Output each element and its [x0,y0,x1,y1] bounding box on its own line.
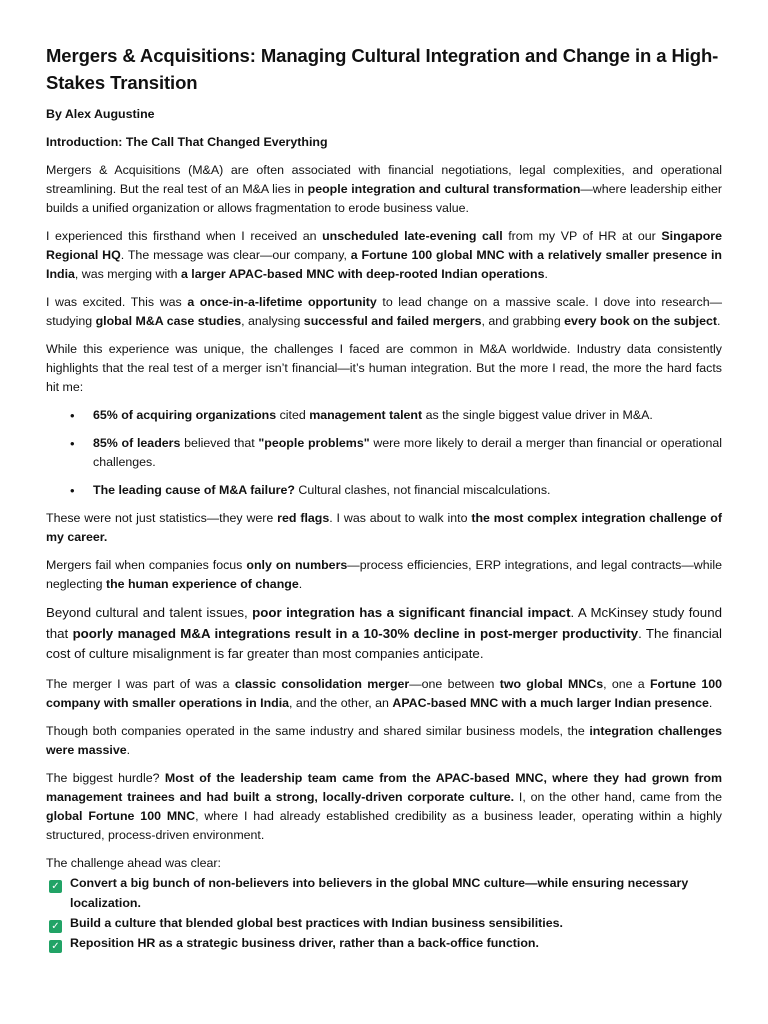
document-title: Mergers & Acquisitions: Managing Cultural Integration and Change in a High-Stakes Transition [46,45,719,93]
checklist-item: ✓ Build a culture that blended global best practices with Indian business sensibilities. [46,914,722,933]
checklist-item: ✓ Reposition HR as a strategic business driver, rather than a back-office function. [46,934,722,953]
list-item: • 65% of acquiring organizations cited management talent as the single biggest value driver in M&A. [93,406,722,425]
paragraph-6: Mergers fail when companies focus only on numbers—process efficiencies, ERP integrations, and legal contracts—while neglecting the human experience of change. [46,558,723,591]
list-item: • The leading cause of M&A failure? Cultural clashes, not financial miscalculations. [93,481,722,500]
check-mark-icon: ✓ [49,920,62,933]
author-byline: By Alex Augustine [46,107,155,121]
list-item: • 85% of leaders believed that "people problems" were more likely to derail a merger than financial or operational challenges. [93,434,722,472]
paragraph-9: Though both companies operated in the same industry and shared similar business models, the integration challenges were massive. [46,723,722,757]
paragraph-10: The biggest hurdle? Most of the leadership team came from the APAC-based MNC, where they had grown from management trainees and had built a strong, locally-driven corporate culture. I, on the other hand, came from the global Fortune 100 MNC, where I had already established credibility as a business leader, operating within a highly structured, process-driven environment. [46,770,722,842]
paragraph-1: Mergers & Acquisitions (M&A) are often associated with financial negotiations, legal complexities, and operational streamlining. But the real test of an M&A lies in people integration and cultural transformation—where leadership either builds a unified organization or allows fragmentation to erode business value. [46,163,722,215]
paragraph-5: These were not just statistics—they were red flags. I was about to walk into the most complex integration challenge of my career. [46,511,722,544]
paragraph-4: While this experience was unique, the challenges I faced are common in M&A worldwide. Industry data consistently highlights that the real test of a merger isn’t financial—it’s human integration. But the more I read, the more the hard facts hit me: [46,342,722,394]
document-page [46,42,722,954]
paragraph-2: I experienced this firsthand when I received an unscheduled late-evening call from my VP of HR at our Singapore Regional HQ. The message was clear—our company, a Fortune 100 global MNC with a relatively smaller presence in India, was merging with a larger APAC-based MNC with deep-rooted Indian operations. [46,229,722,281]
paragraph-8: The merger I was part of was a classic consolidation merger—one between two global MNCs, one a Fortune 100 company with smaller operations in India, and the other, an APAC-based MNC with a much larger Indian presence. [46,676,723,710]
section-heading: Introduction: The Call That Changed Everything [46,135,328,149]
check-mark-icon: ✓ [49,940,62,953]
paragraph-3: I was excited. This was a once-in-a-lifetime opportunity to lead change on a massive scale. I dove into research—studying global M&A case studies, analysing successful and failed mergers, and grabbing every book on the subject. [46,295,722,328]
check-mark-icon: ✓ [49,880,62,893]
facts-list [46,406,722,500]
challenge-intro: The challenge ahead was clear: [46,855,221,870]
paragraph-7: Beyond cultural and talent issues, poor integration has a significant financial impact. A McKinsey study found that poorly managed M&A integrations result in a 10-30% decline in post-merger productivity. The financial cost of culture misalignment is far greater than most companies anticipate. [46,605,723,661]
checklist-item-continuation: localization. [70,895,141,910]
challenge-checklist [46,854,722,953]
checklist-item: ✓ Convert a big bunch of non-believers into believers in the global MNC culture—while ensuring necessary [46,874,722,893]
